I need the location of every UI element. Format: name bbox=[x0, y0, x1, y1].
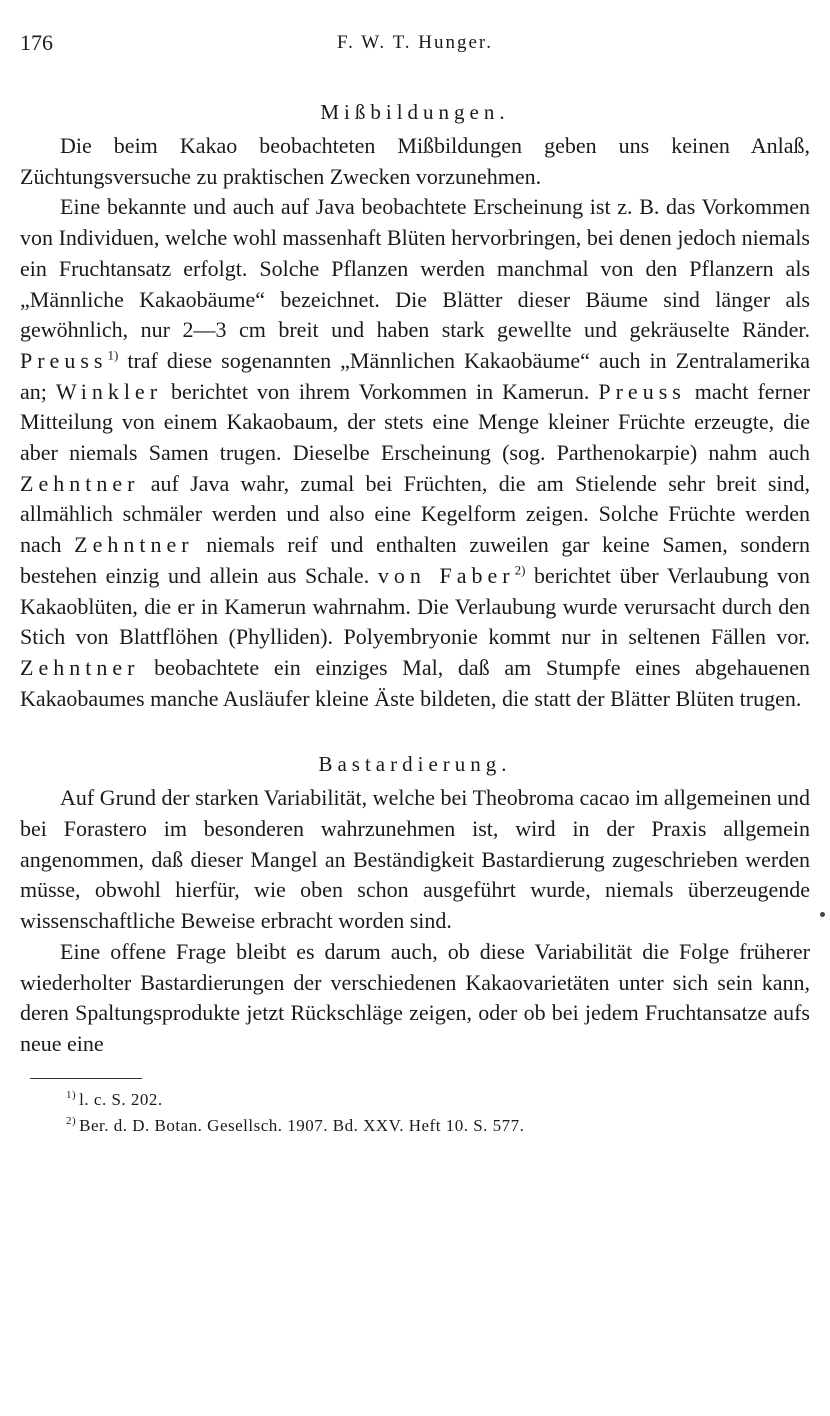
footnote-1 bbox=[20, 1087, 810, 1113]
footnote-mark: 2) bbox=[66, 1115, 77, 1128]
footnote-ref: 2) bbox=[514, 562, 526, 578]
text-run: auf Java wahr, zumal bei Früchten, die am Stielende sehr breit sind, allmählich schmäler werden und also eine Kegelform zeigen. Solche Früchte werden nach bbox=[20, 470, 810, 558]
spaced-name: von Faber bbox=[377, 562, 515, 588]
spaced-name: Zehntner bbox=[74, 532, 194, 558]
footnote-text: Ber. d. D. Botan. Gesellsch. 1907. Bd. XXV. Heft 10. S. 577. bbox=[79, 1115, 525, 1135]
spaced-name: Preuss bbox=[598, 378, 686, 404]
text-run: Eine offene Frage bleibt es darum auch, ob diese Variabilität die Folge früherer wiederholter Bastardierungen der verschiedenen Kakaovarietäten unter sich sein kann, deren Spaltungsprodukte jetzt Rückschläge zeigen, oder ob bei jedem Fruchtansatze aufs neue eine bbox=[20, 938, 810, 1056]
section-heading-bastardierung: Bastardierung. bbox=[318, 752, 512, 777]
text-run: Eine bekannte und auch auf Java beobachtete Erscheinung ist z. B. das Vorkommen von Individuen, welche wohl massenhaft Blüten hervorbringen, bei denen jedoch niemals ein Fruchtansatz erfolgt. Solche Pflanzen werden manchmal von den Pflanzern als „Männliche Kakaobäume“ bezeichnet. Die Blätter dieser Bäume sind länger als gewöhnlich, nur 2—3 cm breit und haben stark gewellte und gekräuselte Ränder. bbox=[20, 194, 810, 343]
print-speck bbox=[820, 912, 825, 917]
text-run: Auf Grund der starken Variabilität, welche bei Theobroma cacao im allgemeinen und bei Forastero im besonderen wahrzunehmen ist, wird in der Praxis allgemein angenommen, daß dieser Mangel an Beständigkeit Bastardierung zugeschrieben werden müsse, obwohl hierfür, wie oben schon ausgeführt wurde, niemals überzeugende wissenschaftliche Beweise erbracht worden sind. bbox=[20, 785, 810, 934]
paragraph bbox=[20, 783, 810, 937]
footnote-mark: 1) bbox=[66, 1089, 77, 1102]
text-run: berichtet über Verlaubung von Kakaoblüten, die er in Kamerun wahrnahm. Die Verlaubung wurde verursacht durch den Stich von Blattflöhen (Phylliden). Polyembryonie kommt nur in seltenen Fällen vor. bbox=[20, 562, 811, 650]
paragraph bbox=[20, 192, 810, 714]
text-run: Die beim Kakao beobachteten Mißbildungen geben uns keinen Anlaß, Züchtungsversuche zu praktischen Zwecken vorzunehmen. bbox=[20, 133, 810, 189]
spaced-name: Preuss bbox=[20, 347, 108, 373]
spaced-name: Zehntner bbox=[20, 654, 140, 680]
running-title: F. W. T. Hunger. bbox=[337, 32, 493, 53]
paragraph bbox=[20, 131, 810, 192]
text-run: beobachtete ein einziges Mal, daß am Stumpfe eines abgehauenen Kakaobaumes manche Ausläufer kleine Äste bildeten, die statt der Blätter Blüten trugen. bbox=[20, 654, 810, 711]
text-run: traf diese sogenannten „Männlichen Kakaobäume“ auch in Zentralamerika an; bbox=[20, 347, 810, 404]
footnote-ref: 1) bbox=[107, 347, 119, 363]
spaced-name: Zehntner bbox=[20, 470, 140, 496]
footnote-divider bbox=[30, 1078, 142, 1079]
footnote-text: l. c. S. 202. bbox=[79, 1089, 163, 1109]
text-run: macht ferner Mitteilung von einem Kakaobaum, der stets eine Menge kleiner Früchte erzeugte, die aber niemals Samen trugen. Dieselbe Erscheinung (sog. Parthenokarpie) nahm auch bbox=[20, 378, 810, 466]
running-head bbox=[20, 30, 810, 66]
section-heading-missbildungen: Mißbildungen. bbox=[320, 100, 510, 124]
spaced-name: Winkler bbox=[55, 378, 163, 404]
paragraph bbox=[20, 937, 810, 1060]
text-run: niemals reif und enthalten zuweilen gar keine Samen, sondern bestehen einzig und allein aus Schale. bbox=[20, 532, 811, 588]
text-run: berichtet von ihrem Vorkommen in Kamerun. bbox=[162, 378, 599, 404]
footnote-2 bbox=[20, 1113, 810, 1139]
page-number: 176 bbox=[20, 30, 53, 55]
book-page bbox=[20, 30, 810, 1139]
